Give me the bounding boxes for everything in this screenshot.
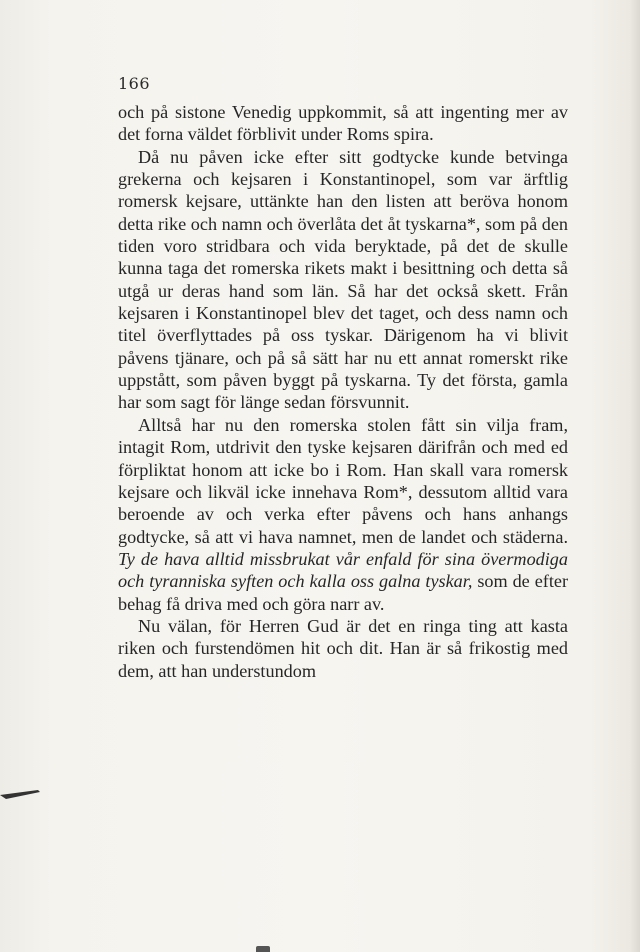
paragraph-continuation: och på sistone Venedig uppkommit, så att ingenting mer av det forna väldet förblivit under Roms spira. [118,102,568,145]
page-gutter-shadow [630,0,640,952]
margin-pencil-mark [0,788,40,802]
paragraph-roman-chair-text: Alltså har nu den romerska stolen fått sin vilja fram, intagit Rom, utdrivit den tyske kejsaren därifrån och med ed förpliktat honom att icke bo i Rom. Han skall vara romersk kejsare och likväl icke innehava Rom*, dessutom alltid vara beroende av och verka efter påvens och hans anhangs godtycke, så att vi hava namnet, men de landet och städerna. [118,414,568,547]
paragraph-roman-chair-end: som de efter behag få driva med och göra narr av. [118,571,569,614]
paragraph-roman-chair [118,414,568,615]
page-number: 166 [118,74,151,93]
body-text [118,101,568,682]
italic-quote: Ty de hava alltid missbrukat vår enfald för sina övermodiga och tyranniska syften och kalla oss galna tyskar, [118,548,568,592]
paragraph-pope-emperor: Då nu påven icke efter sitt godtycke kunde betvinga grekerna och kejsaren i Konstantinopel, som var ärftlig romersk kejsare, uttänkte han den listen att beröva honom detta rike och namn och överlåta det åt tyskarna*, som på den tiden voro stridbara och vida beryktade, på det de skulle kunna taga det romerska rikets makt i besittning och detta så utgå ur deras hand som län. Så har det också skett. Från kejsaren i Konstantinopel blev det taget, och dess namn och titel överflyttades på oss tyskar. Därigenom ha vi blivit påvens tjänare, och på så sätt har nu ett annat romerskt rike uppstått, som påven byggt på tyskarna. Ty det första, gamla har som sagt för länge sedan försvunnit. [118,146,568,413]
paragraph-lord-god: Nu välan, för Herren Gud är det en ringa ting att kasta riken och furstendömen hit och dit. Han är så frikostig med dem, att han understundom [118,615,568,681]
bottom-edge-mark [256,946,270,952]
